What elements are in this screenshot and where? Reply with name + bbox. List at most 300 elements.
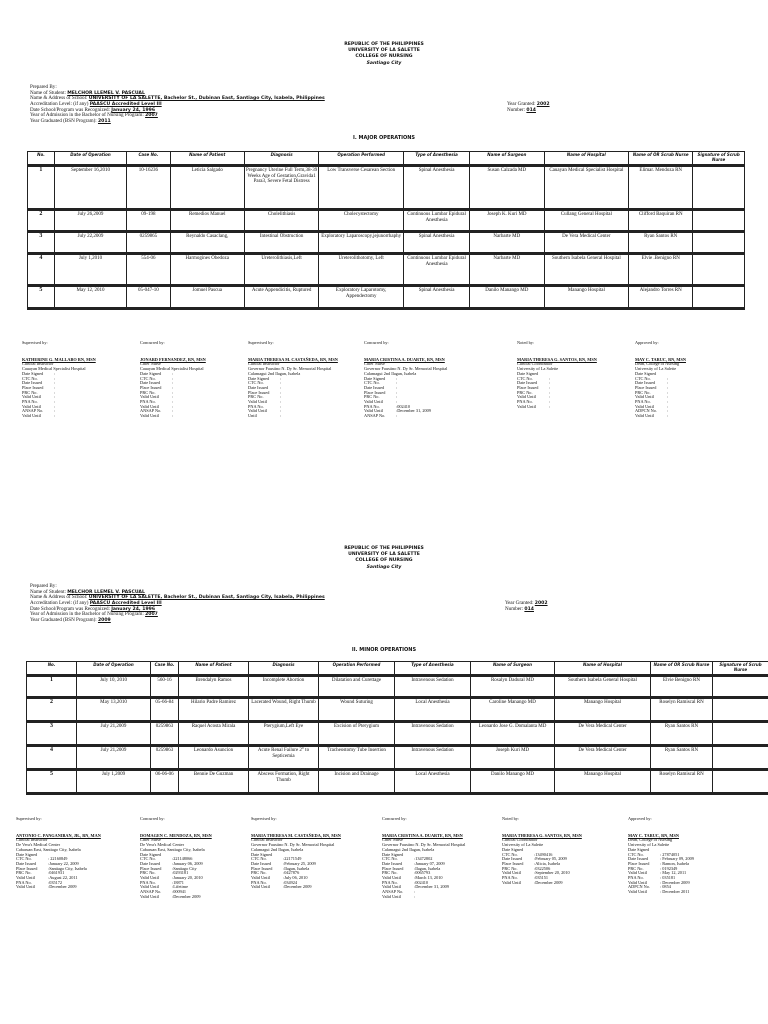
table-cell: Southern Isabela General Hospital bbox=[555, 676, 651, 698]
table-cell: Cullang General Hospital bbox=[544, 210, 629, 232]
field-label: Valid Until bbox=[140, 884, 159, 890]
signatory-line: Chief Nurse bbox=[382, 837, 403, 843]
row-number: 4 bbox=[28, 254, 55, 286]
signatory-block bbox=[248, 341, 338, 419]
row-number: 2 bbox=[28, 210, 55, 232]
field-label: Date Signed bbox=[364, 375, 386, 381]
field-value: :September 20, 2010 bbox=[534, 870, 570, 876]
field-value: : bbox=[396, 389, 398, 395]
column-header: No. bbox=[27, 662, 77, 676]
signatory-line: Cabaruan East, Santiago City, Isabela bbox=[16, 846, 81, 852]
table-cell: Local Anesthesia bbox=[395, 770, 471, 794]
field-label: Date Signed bbox=[140, 370, 162, 376]
signatory-line: Calamagui 2nd Ilagan, Isabela bbox=[248, 370, 301, 376]
field-label: CTC No. bbox=[140, 375, 156, 381]
field-label: Valid Until bbox=[140, 394, 159, 400]
row-number: 1 bbox=[28, 166, 55, 210]
field-label: Date Issued bbox=[382, 860, 403, 866]
field-label: Date Issued bbox=[22, 380, 43, 386]
field-label: PNA No. bbox=[364, 403, 380, 409]
major-operations-table bbox=[27, 151, 745, 310]
field-value: : bbox=[396, 375, 398, 381]
signatory-name: MARIA THERESA M. CASTAÑEDA, RN, MSN bbox=[251, 832, 341, 838]
signatory-role: Concurred by: bbox=[382, 816, 407, 821]
table-cell: 0259865 bbox=[127, 232, 170, 254]
table-cell: July 1,2009 bbox=[77, 770, 151, 794]
field-value: : bbox=[280, 413, 282, 419]
field-value: : bbox=[54, 380, 56, 386]
table-cell: Continuous Lumbar Epidural Anesthesia bbox=[404, 254, 470, 286]
field-value: :13472802 bbox=[414, 856, 433, 862]
field-value: :December 2009 bbox=[283, 884, 312, 890]
table-cell: 560-16 bbox=[151, 676, 179, 698]
field-label: ADPCN No. bbox=[635, 408, 657, 414]
field-label: Valid Until bbox=[248, 399, 267, 405]
field-value: : bbox=[54, 375, 56, 381]
doc1-header bbox=[0, 42, 768, 67]
doc2-header bbox=[0, 546, 768, 571]
table-cell: Leonardo Jose G. Domalanta MD bbox=[471, 722, 555, 746]
field-label: PNA No. bbox=[628, 875, 644, 881]
field-value: :July 06, 2010 bbox=[283, 875, 308, 881]
signatory-role: Concurred by: bbox=[140, 816, 165, 821]
info-label: Accreditation Level: (if any) bbox=[30, 101, 89, 108]
signatory-name: MARIA CRISTINA A. DUARTE, RN, MSN bbox=[364, 356, 445, 362]
signatory-line: Clinical Coordinator bbox=[517, 361, 553, 367]
signatory-block bbox=[502, 817, 582, 885]
field-value: : 0854 bbox=[660, 884, 671, 890]
field-value: :August 22, 2011 bbox=[48, 875, 78, 881]
field-value: :Santiago City, Isabela bbox=[48, 865, 87, 871]
field-label: CTC No. bbox=[22, 375, 38, 381]
table-cell: 05-047-10 bbox=[127, 286, 170, 309]
table-cell: Ureterolithiasis,Left bbox=[244, 254, 318, 286]
column-header: Name of OR Scrub Nurse bbox=[651, 662, 713, 676]
signatory-name: MARIA THERESA G. SANTOS, RN, MSN bbox=[502, 832, 582, 838]
field-value: :18871 bbox=[172, 879, 184, 885]
column-header: No. bbox=[28, 152, 55, 166]
field-label: PRC No. bbox=[382, 870, 398, 876]
field-label: Date Issued bbox=[502, 856, 523, 862]
section-title: II. MINOR OPERATIONS bbox=[351, 647, 417, 653]
field-value: :035172 bbox=[48, 879, 63, 885]
table-cell: Local Anesthesia bbox=[395, 698, 471, 722]
signatory-line: Date Signed bbox=[140, 851, 162, 857]
signatory-name: MAY C. TARUC, RN, MSN bbox=[628, 832, 679, 838]
table-cell: Clifford Baquiran RN bbox=[629, 210, 693, 232]
column-header: Case No. bbox=[151, 662, 179, 676]
row-number: 4 bbox=[27, 746, 77, 770]
field-value: :002410 bbox=[396, 403, 411, 409]
column-header: Type of Anesthesia bbox=[404, 152, 470, 166]
field-label: PRC No. bbox=[628, 865, 644, 871]
table-cell: May 13,2010 bbox=[77, 698, 151, 722]
signatory-line: University of La Salette bbox=[628, 842, 670, 848]
field-value: : bbox=[172, 413, 174, 419]
info-value: January 24, 1996 bbox=[111, 606, 156, 612]
field-label: PNA No. bbox=[22, 399, 38, 405]
field-label: CTC No. bbox=[140, 856, 156, 862]
field-label: CTC No. bbox=[251, 856, 267, 862]
info-value: 2002 bbox=[534, 601, 548, 607]
column-header: Operation Performed bbox=[319, 152, 404, 166]
field-label: Valid Until bbox=[251, 884, 270, 890]
header-line: Santiago City bbox=[366, 564, 402, 570]
signatory-name: MARIA CRISTINA A. DUARTE, RN, MSN bbox=[382, 832, 463, 838]
field-value: : December 2011 bbox=[660, 889, 690, 895]
field-value: : bbox=[54, 403, 56, 409]
field-label: PRC No. bbox=[140, 870, 156, 876]
field-value: : February 09, 2009 bbox=[660, 856, 694, 862]
info-value: 014 bbox=[524, 606, 534, 612]
field-label: Valid Until bbox=[140, 875, 159, 881]
table-cell: Intravenous Sedation bbox=[395, 722, 471, 746]
field-label: Valid Until bbox=[140, 893, 159, 899]
signatory-role: Approved by: bbox=[628, 816, 652, 821]
field-label: Valid Until bbox=[517, 394, 536, 400]
column-header: Case No. bbox=[127, 152, 170, 166]
field-label: PNA No. bbox=[517, 399, 533, 405]
column-header: Operation Performed bbox=[319, 662, 395, 676]
table-cell: Susan Calzada MD bbox=[470, 166, 544, 210]
table-cell: Southern Isabela General Hospital bbox=[544, 254, 629, 286]
field-value: : bbox=[396, 394, 398, 400]
table-cell: Roselyn Ramiscal RN bbox=[651, 770, 713, 794]
header-line: COLLEGE OF NURSING bbox=[355, 54, 413, 60]
minor-operations-table bbox=[26, 661, 768, 795]
column-header: Date of Operation bbox=[77, 662, 151, 676]
table-cell: 0259863 bbox=[151, 722, 179, 746]
table-cell: Dilatation and Curettage bbox=[319, 676, 395, 698]
field-value: :0322506 bbox=[534, 865, 551, 871]
table-cell: Ryan Santos RN bbox=[651, 746, 713, 770]
table-cell bbox=[693, 166, 745, 210]
field-value: : bbox=[54, 389, 56, 395]
field-value: : bbox=[54, 394, 56, 400]
signatory-line: Clinical Instructor bbox=[22, 361, 54, 367]
signatory-role: Supervised by: bbox=[22, 340, 48, 345]
table-cell: Ryan Santos RN bbox=[651, 722, 713, 746]
table-cell: 0259863 bbox=[151, 746, 179, 770]
field-label: Date Issued bbox=[251, 860, 272, 866]
header-line: COLLEGE OF NURSING bbox=[355, 558, 413, 564]
field-value: : bbox=[54, 408, 56, 414]
table-cell: Cholelithiasis bbox=[244, 210, 318, 232]
signatory-line: Calamagui 2nd Ilagan, Isabela bbox=[251, 846, 304, 852]
field-label: Place Issued bbox=[251, 865, 273, 871]
info-label: Accreditation Level: (if any) bbox=[30, 600, 89, 607]
field-label: Valid Until bbox=[251, 875, 270, 881]
table-cell: Continuous Lumbar Epidural Anesthesia bbox=[404, 210, 470, 232]
field-label: Valid Until bbox=[382, 893, 401, 899]
signatory-line: Governor Faustino N. Dy Sr. Memorial Hospital bbox=[248, 366, 332, 372]
table-cell: Leonardo Asuncion bbox=[179, 746, 249, 770]
table-cell: Acute Appendicitis, Ruptured bbox=[244, 286, 318, 309]
field-label: Date Issued bbox=[364, 384, 385, 390]
signatory-field bbox=[382, 895, 465, 900]
field-value: : bbox=[667, 408, 669, 414]
field-value: :December 31, 2009 bbox=[396, 408, 431, 414]
table-cell: Excision of Pterygium bbox=[319, 722, 395, 746]
field-label: PRC No. bbox=[16, 870, 32, 876]
field-value: :002410 bbox=[414, 879, 429, 885]
field-value: : bbox=[172, 370, 174, 376]
info-value: 2011 bbox=[97, 119, 111, 125]
field-value: :221148066 bbox=[172, 856, 193, 862]
signatory-field bbox=[140, 414, 206, 419]
table-cell: Ureterolithotomy, Left bbox=[319, 254, 404, 286]
signatory-line: Calamagui 2nd Ilagan, Isabela bbox=[364, 370, 417, 376]
table-cell: Remedios Manuel bbox=[170, 210, 244, 232]
field-value: :December 2009 bbox=[48, 884, 77, 890]
signatory-line: Cabaruan East, Santiago City, Isabela bbox=[140, 846, 205, 852]
table-header-row bbox=[28, 152, 745, 166]
field-value: :February 05, 2009 bbox=[534, 856, 567, 862]
field-label: PRC No. bbox=[251, 870, 267, 876]
field-label: PRC No. bbox=[140, 389, 156, 395]
field-label: PRC No. bbox=[22, 389, 38, 395]
field-value: :Santiago City bbox=[172, 865, 197, 871]
field-label: Place Issued bbox=[517, 384, 539, 390]
table-cell: Joseph Kuri MD bbox=[471, 746, 555, 770]
info-value: MELCHOR LLEMEL V. PASCUAL bbox=[67, 589, 145, 595]
field-value: : December 2009 bbox=[660, 879, 690, 885]
field-value: : May 12, 2011 bbox=[660, 870, 687, 876]
field-label: Place Issued bbox=[140, 384, 162, 390]
info-label: Year of Admission in the Bachelor of Nursing Program: bbox=[30, 112, 144, 119]
table-cell: Elvie .Benigno RN bbox=[629, 254, 693, 286]
field-label: Date Issued bbox=[140, 380, 161, 386]
field-label: ANSAP No. bbox=[140, 889, 162, 895]
info-label: Year Graduated (BSN Program): bbox=[30, 118, 97, 125]
field-value: : bbox=[280, 380, 282, 386]
field-label: Place Issued bbox=[382, 865, 404, 871]
table-cell: 09-198 bbox=[127, 210, 170, 232]
table-cell: Incision and Drainage bbox=[319, 770, 395, 794]
field-label: Date Issued bbox=[16, 860, 37, 866]
field-value: : bbox=[667, 375, 669, 381]
field-value: : bbox=[172, 389, 174, 395]
field-label: Valid Until bbox=[502, 879, 521, 885]
field-label: PNA No. bbox=[140, 399, 156, 405]
field-value: :0293181 bbox=[172, 870, 189, 876]
table-cell bbox=[713, 746, 768, 770]
table-cell: Intestinal Obstruction bbox=[244, 232, 318, 254]
field-value: :0427876 bbox=[283, 870, 300, 876]
table-cell: 10-16236 bbox=[127, 166, 170, 210]
signatory-field bbox=[140, 895, 212, 900]
info-label: Year of Admission in the Bachelor of Nursing Program: bbox=[30, 611, 144, 618]
field-value: : bbox=[667, 399, 669, 405]
table-cell: Narbarte MD bbox=[470, 232, 544, 254]
table-cell bbox=[713, 676, 768, 698]
column-header: Diagnosis bbox=[244, 152, 318, 166]
field-value: :January 06, 2009 bbox=[172, 860, 203, 866]
table-cell: Joseph K. Kuri MD bbox=[470, 210, 544, 232]
table-row bbox=[27, 676, 768, 698]
info-value: 2009 bbox=[97, 618, 111, 624]
prepared-by: Prepared By: bbox=[30, 583, 57, 589]
table-cell: Cauayan Medical Specialist Hospital bbox=[544, 166, 629, 210]
header-line: REPUBLIC OF THE PHILIPPINES bbox=[344, 42, 424, 47]
field-value: : bbox=[280, 394, 282, 400]
signatory-name: KATHERINE G. MALLABO RN, MSN bbox=[22, 356, 96, 362]
signatory-block bbox=[140, 817, 212, 900]
field-label: Until bbox=[248, 413, 257, 419]
info-value: UNIVERSITY OF LA SALETTE, Bachelor St., Dubinan East, Santiago City, Isabela, Philippines bbox=[88, 96, 325, 102]
field-value: :Alicia, Isabela bbox=[534, 860, 561, 866]
field-label: CTC No. bbox=[517, 375, 533, 381]
table-cell bbox=[693, 286, 745, 309]
row-number: 2 bbox=[27, 698, 77, 722]
field-label: Place Issued bbox=[140, 865, 162, 871]
section-title: I. MAJOR OPERATIONS bbox=[352, 135, 416, 141]
info-label: Year Granted: bbox=[507, 101, 536, 108]
table-cell: Spinal Anesthesia bbox=[404, 232, 470, 254]
field-label: Place Issued bbox=[248, 389, 270, 395]
info-value: 014 bbox=[526, 107, 536, 113]
info-value: PAASCU Accredited Level III bbox=[89, 102, 162, 108]
table-cell: Spinal Anesthesia bbox=[404, 286, 470, 309]
table-row bbox=[27, 746, 768, 770]
field-value: : 22160849 bbox=[48, 856, 68, 862]
table-cell: Elvie Benigno RN bbox=[651, 676, 713, 698]
table-cell bbox=[693, 210, 745, 232]
field-value: :January 07, 2009 bbox=[414, 860, 445, 866]
table-cell: Tracheostomy Tube Insertion bbox=[319, 746, 395, 770]
signatory-line: De Vera's Medical Center bbox=[140, 842, 185, 848]
table-row bbox=[28, 286, 745, 309]
info-label: Year Granted: bbox=[505, 600, 534, 607]
signatory-name: JONARD FERNANDEZ, RN, MSN bbox=[140, 356, 206, 362]
field-value: : bbox=[667, 389, 669, 395]
field-label: Valid Until bbox=[502, 870, 521, 876]
signatory-field bbox=[251, 885, 341, 890]
signatory-line: Clinical Instructor bbox=[16, 837, 48, 843]
table-cell: Brendalyn Ramos bbox=[179, 676, 249, 698]
signatory-line: University of La Salette bbox=[517, 366, 559, 372]
field-value: : bbox=[549, 380, 551, 386]
field-label: Valid Until bbox=[140, 403, 159, 409]
signatory-line: Governor Faustino N. Dy Sr. Memorial Hospital bbox=[364, 366, 448, 372]
field-value: : bbox=[172, 399, 174, 405]
table-cell: De Vera Medical Center bbox=[544, 232, 629, 254]
table-cell: Low Transverse Cesarean Section bbox=[319, 166, 404, 210]
field-value: : bbox=[667, 384, 669, 390]
table-cell: Manango Hospital bbox=[555, 698, 651, 722]
table-row bbox=[28, 232, 745, 254]
field-value: :13490416 bbox=[534, 851, 553, 857]
signatory-field bbox=[502, 881, 582, 886]
field-value: :035151 bbox=[534, 875, 549, 881]
field-label: CTC No. bbox=[628, 851, 644, 857]
field-label: Place Issued bbox=[628, 860, 650, 866]
field-value: : bbox=[667, 394, 669, 400]
table-cell: Leticia Salgado bbox=[170, 166, 244, 210]
signatory-line: Clinical Instructor bbox=[251, 837, 283, 843]
field-value: :22171549 bbox=[283, 856, 302, 862]
signatory-block bbox=[517, 341, 597, 409]
field-value: : bbox=[549, 394, 551, 400]
signatory-role: Supervised by: bbox=[251, 816, 277, 821]
row-number: 3 bbox=[27, 722, 77, 746]
signatory-name: ANTONIO C. PANGANIBAN, JR., RN, MAN bbox=[16, 832, 101, 838]
signatory-line: Date Signed bbox=[635, 370, 657, 376]
signatory-role: Approved by: bbox=[635, 340, 659, 345]
prepared-by: Prepared By: bbox=[30, 84, 57, 90]
field-label: Valid Until bbox=[22, 394, 41, 400]
signatory-role: Concurred by: bbox=[140, 340, 165, 345]
table-cell bbox=[713, 722, 768, 746]
signatory-line: Clinical Coordinator bbox=[502, 837, 538, 843]
field-label: Place Issued bbox=[22, 384, 44, 390]
table-cell: Jomuel Pascua bbox=[170, 286, 244, 309]
field-value: : bbox=[172, 403, 174, 409]
signatory-line: Governor Faustino N. Dy Sr. Memorial Hospital bbox=[382, 842, 466, 848]
signatory-field bbox=[248, 414, 338, 419]
info-label: Year Graduated (BSN Program): bbox=[30, 617, 97, 624]
column-header: Type of Anesthesia bbox=[395, 662, 471, 676]
field-label: Date Issued bbox=[635, 380, 656, 386]
field-label: Valid Until bbox=[635, 394, 654, 400]
info-value: MELCHOR LLEMEL V. PASCUAL bbox=[67, 90, 145, 96]
column-header: Name of Patient bbox=[179, 662, 249, 676]
header-line: UNIVERSITY OF LA SALETTE bbox=[348, 48, 420, 54]
field-value: : bbox=[54, 384, 56, 390]
table-cell: July 21,2009 bbox=[77, 746, 151, 770]
signatory-line: Chief Nurse bbox=[364, 361, 385, 367]
column-header: Signature of Scrub Nurse bbox=[713, 662, 768, 676]
field-value: : bbox=[54, 413, 56, 419]
signatory-block bbox=[16, 817, 101, 890]
table-cell: Bennie De Guzman bbox=[179, 770, 249, 794]
field-label: ANSAP No. bbox=[22, 408, 44, 414]
info-value: UNIVERSITY OF LA SALETTE, Bachelor St., Dubinan East, Santiago City, Isabela, Philippines bbox=[88, 595, 325, 601]
field-value: : bbox=[396, 399, 398, 405]
column-header: Name of Patient bbox=[170, 152, 244, 166]
table-cell: Narbarte MD bbox=[470, 254, 544, 286]
column-header: Name of Surgeon bbox=[471, 662, 555, 676]
table-cell: July 21,2009 bbox=[77, 722, 151, 746]
table-cell: Alejandro Torres RN bbox=[629, 286, 693, 309]
signatory-line: Chief Nurse bbox=[140, 361, 161, 367]
field-label: Date Issued bbox=[248, 384, 269, 390]
info-label: Date School/Program was Recognized: bbox=[30, 106, 110, 113]
field-label: PRC No. bbox=[635, 389, 651, 395]
field-value: :March 13, 2010 bbox=[414, 875, 443, 881]
table-cell: Acute Renal Failure 2° to Septicemia bbox=[249, 746, 319, 770]
field-label: Valid Until bbox=[22, 413, 41, 419]
field-label: Valid Until bbox=[635, 403, 654, 409]
table-cell: Cholecystectomy bbox=[319, 210, 404, 232]
info-label: Name of Student: bbox=[30, 588, 66, 595]
signatory-block bbox=[364, 341, 447, 419]
field-value: :February 25, 2009 bbox=[283, 860, 316, 866]
field-value: : bbox=[54, 370, 56, 376]
column-header: Date of Operation bbox=[54, 152, 126, 166]
field-value: : bbox=[172, 408, 174, 414]
header-line: REPUBLIC OF THE PHILIPPINES bbox=[344, 546, 424, 551]
info-value: 2007 bbox=[145, 612, 158, 618]
field-label: PRC No. bbox=[517, 389, 533, 395]
info-label: Date School/Program was Recognized: bbox=[30, 605, 110, 612]
field-value: : bbox=[414, 889, 416, 895]
table-row bbox=[28, 254, 745, 286]
table-cell: Elimar. Mendoza RN bbox=[629, 166, 693, 210]
signatory-block bbox=[251, 817, 341, 890]
table-cell: Raquel Acosta Mirala bbox=[179, 722, 249, 746]
table-cell: Lacerated Wound, Right Thumb bbox=[249, 698, 319, 722]
